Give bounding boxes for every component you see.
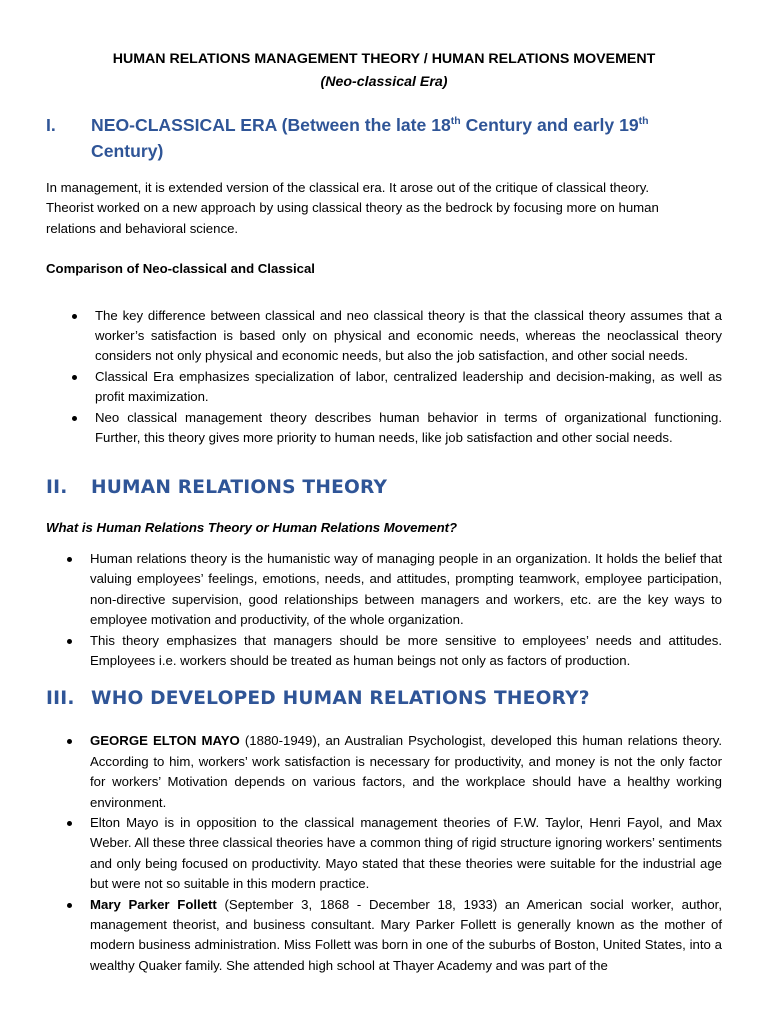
list-item: Human relations theory is the humanistic way of managing people in an organization. It holds the belief that valuing employees’ feelings, emotions, needs, and attitudes, prompting teamwork, employee participation, non-directive supervision, good relationships between managers and workers, etc. are the key ways to employee motivation and productivity, of the whole organization. xyxy=(46,549,722,631)
document-title: HUMAN RELATIONS MANAGEMENT THEORY / HUMAN RELATIONS MOVEMENT xyxy=(112,51,656,67)
section-3-number: III. xyxy=(46,688,75,710)
list-item: Elton Mayo is in opposition to the classical management theories of F.W. Taylor, Henri Fayol, and Max Weber. All these three classical theories have a common thing of rigid structure ignoring workers’ sentiments and only being focused on productivity. Mayo stated that these theories were suitable for the industrial age but were not so suitable in this modern practice. xyxy=(46,813,722,895)
section-3-title: WHO DEVELOPED HUMAN RELATIONS THEORY? xyxy=(91,688,590,710)
bullet-icon xyxy=(67,639,72,644)
person-name: Mary Parker Follett xyxy=(90,896,217,912)
section-1-heading xyxy=(46,112,722,164)
bullet-icon xyxy=(72,375,77,380)
section-1-title: NEO-CLASSICAL ERA (Between the late 18th Century and early 19th Century) xyxy=(91,115,649,161)
section-1-intro: In management, it is extended version of the classical era. It arose out of the critique of classical theory. Theorist worked on a new approach by using classical theory as the bedrock by focusing more on human relations and behavioral science. xyxy=(46,180,659,236)
human-relations-list xyxy=(46,549,722,671)
document-subtitle: (Neo-classical Era) xyxy=(320,74,448,90)
person-name: GEORGE ELTON MAYO xyxy=(90,733,240,749)
section-2-title: HUMAN RELATIONS THEORY xyxy=(91,477,388,499)
list-item: Mary Parker Follett (September 3, 1868 - December 18, 1933) an American social worker, author, management theorist, and business consultant. Mary Parker Follett is generally known as the mother of modern business administration. Miss Follett was born in one of the suburbs of Boston, United States, into a wealthy Quaker family. She attended high school at Thayer Academy and was part of the xyxy=(46,895,722,977)
list-item: Classical Era emphasizes specialization of labor, centralized leadership and decision-making, as well as profit maximization. xyxy=(46,367,722,408)
list-item: Neo classical management theory describes human behavior in terms of organizational functioning. Further, this theory gives more priority to human needs, like job satisfaction and other social needs. xyxy=(46,408,722,449)
bullet-icon xyxy=(67,557,72,562)
bullet-icon xyxy=(72,314,77,319)
comparison-list xyxy=(46,306,722,449)
bullet-icon xyxy=(67,739,72,744)
list-item: GEORGE ELTON MAYO (1880-1949), an Australian Psychologist, developed this human relations theory. According to him, workers’ work satisfaction is necessary for productivity, and money is not the only factor for workers’ Motivation depends on various factors, and the workplace should have a healthy working environment. xyxy=(46,731,722,813)
section-1-number: I. xyxy=(46,115,56,135)
document-page xyxy=(46,48,722,976)
section-2-heading xyxy=(46,474,722,502)
list-item: This theory emphasizes that managers should be more sensitive to employees’ needs and attitudes. Employees i.e. workers should be treated as human beings not only as factors of production. xyxy=(46,631,722,672)
comparison-subheading: Comparison of Neo-classical and Classical xyxy=(46,261,315,277)
list-item: The key difference between classical and neo classical theory is that the classical theory assumes that a worker’s satisfaction is based only on physical and economic needs, whereas the neoclassical theory considers not only physical and economic needs, but also the job satisfaction, and other social needs. xyxy=(46,306,722,367)
section-3-heading xyxy=(46,685,722,713)
section-2-question: What is Human Relations Theory or Human Relations Movement? xyxy=(46,520,458,536)
bullet-icon xyxy=(72,416,77,421)
section-2-number: II. xyxy=(46,477,68,499)
developers-list xyxy=(46,731,722,976)
bullet-icon xyxy=(67,903,72,908)
bullet-icon xyxy=(67,821,72,826)
